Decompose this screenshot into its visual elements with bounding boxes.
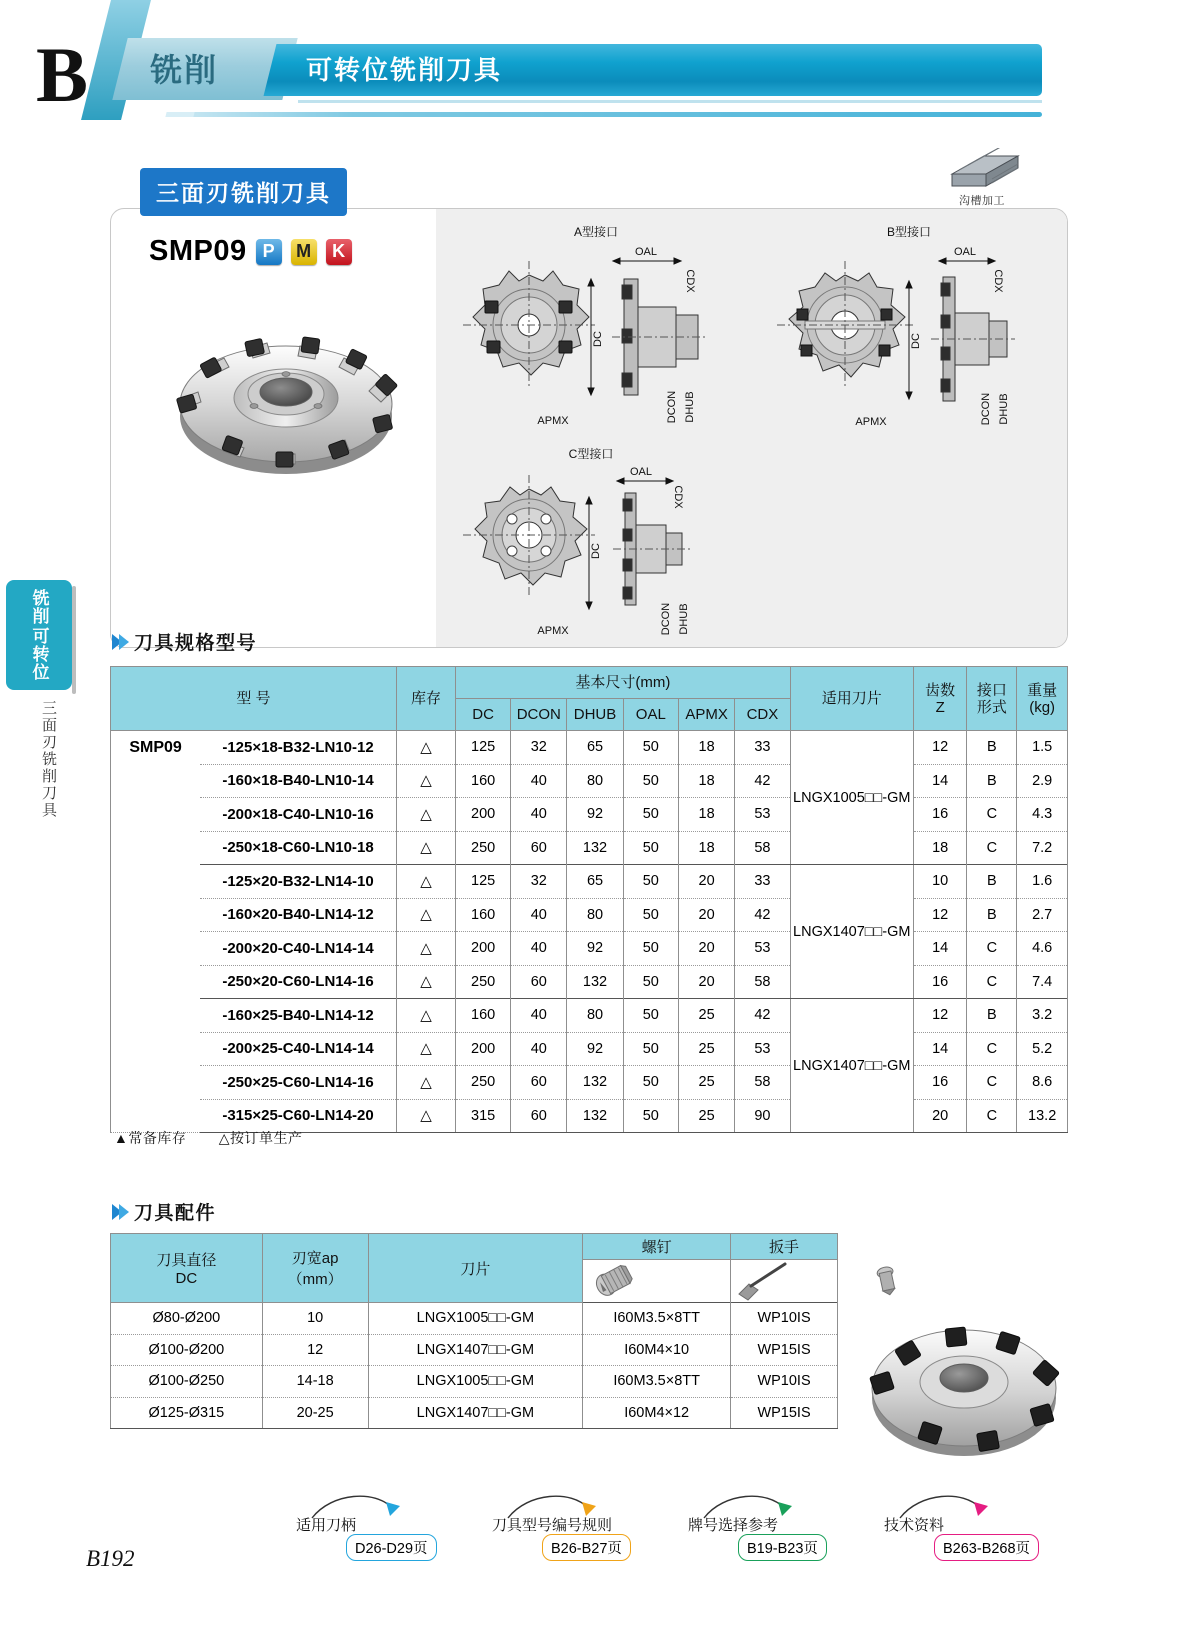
- spec-table: [110, 666, 1068, 1133]
- table-row: [111, 831, 1068, 865]
- product-photo: [161, 289, 411, 499]
- double-chevron-right-icon: [112, 634, 126, 650]
- cell-dc: 200: [456, 1032, 511, 1066]
- wrench-icon: [731, 1260, 793, 1302]
- th-acc-ap: [262, 1234, 368, 1303]
- footer-link[interactable]: [296, 1494, 481, 1556]
- cell-apmx: 20: [679, 965, 735, 999]
- table-row: [111, 1397, 838, 1429]
- table-row: [111, 1032, 1068, 1066]
- table-row: [111, 764, 1068, 798]
- th-dim-oal: OAL: [623, 699, 678, 731]
- diagram-a-label-dhub: DHUB: [684, 391, 696, 423]
- cell-dc: 250: [456, 1066, 511, 1100]
- cell-apmx: 20: [679, 932, 735, 966]
- cell-teeth: 12: [913, 731, 967, 765]
- header-underline-thin: [298, 100, 1042, 103]
- footer-link-label: 牌号选择参考: [688, 1517, 779, 1534]
- cell-apmx: 20: [679, 865, 735, 899]
- th-interface-line2: 形式: [976, 698, 1007, 716]
- screw-image-cell: [583, 1260, 731, 1303]
- diagram-a-type-interface: [441, 219, 751, 434]
- cell-interface: C: [967, 798, 1017, 832]
- th-acc-dc-line1: 刀具直径: [156, 1252, 217, 1269]
- accessories-section-title: 刀具配件: [134, 1203, 217, 1224]
- cell-dcon: 40: [511, 932, 567, 966]
- cell-model: -315×25-C60-LN14-20: [200, 1099, 396, 1133]
- cell-cdx: 33: [735, 731, 791, 765]
- side-tab-label-sub: 铣削: [29, 589, 49, 625]
- th-stock: 库存: [396, 667, 455, 731]
- cell-cdx: 42: [735, 898, 791, 932]
- cell-interface: C: [967, 1099, 1017, 1133]
- page-number: B192: [86, 1546, 135, 1571]
- accessories-header-row-1: [111, 1234, 838, 1260]
- cell-acc-insert: LNGX1005□□-GM: [368, 1366, 583, 1398]
- cell-dc: 250: [456, 965, 511, 999]
- cell-teeth: 12: [913, 898, 967, 932]
- stock-legend: [114, 1128, 331, 1148]
- cell-stock: △: [396, 1032, 455, 1066]
- spec-section-title: 刀具规格型号: [134, 633, 258, 654]
- cell-cdx: 58: [735, 1066, 791, 1100]
- cell-cdx: 42: [735, 764, 791, 798]
- diagram-c-title: C型接口: [568, 447, 614, 461]
- cell-model: -160×18-B40-LN10-14: [200, 764, 396, 798]
- cell-dcon: 60: [511, 831, 567, 865]
- cell-acc-screw: I60M4×10: [583, 1334, 731, 1366]
- diagram-c-label-dc: DC: [590, 543, 602, 559]
- cell-teeth: 12: [913, 999, 967, 1033]
- cell-apmx: 18: [679, 798, 735, 832]
- diagram-c-label-apmx: APMX: [537, 625, 569, 637]
- page-header: [0, 0, 1200, 140]
- legend-stocked: ▲常备库存: [114, 1130, 187, 1146]
- th-insert: 适用刀片: [790, 667, 913, 731]
- th-interface-line1: 接口: [976, 681, 1007, 699]
- cell-weight: 4.6: [1017, 932, 1068, 966]
- cell-acc-screw: I60M3.5×8TT: [583, 1366, 731, 1398]
- cell-dcon: 40: [511, 1032, 567, 1066]
- footer-link-page-badge[interactable]: B26-B27页: [542, 1534, 631, 1561]
- th-dim-cdx: CDX: [735, 699, 791, 731]
- th-weight-line1: 重量: [1027, 681, 1058, 699]
- header-section-letter: B: [36, 31, 89, 118]
- cell-weight: 5.2: [1017, 1032, 1068, 1066]
- footer-link-label: 刀具型号编号规则: [492, 1517, 613, 1534]
- footer-link-page-badge[interactable]: D26-D29页: [346, 1534, 437, 1561]
- product-name-row: [149, 235, 352, 268]
- diagram-a-label-oal: OAL: [634, 246, 658, 258]
- groove-icon: [938, 148, 1026, 190]
- diagram-b-label-dc: DC: [910, 333, 922, 349]
- cell-acc-wrench: WP10IS: [731, 1303, 838, 1335]
- th-model: 型 号: [111, 667, 397, 731]
- cell-dhub: 80: [567, 999, 623, 1033]
- spec-table-body: [111, 731, 1068, 1133]
- cell-teeth: 14: [913, 764, 967, 798]
- cell-teeth: 18: [913, 831, 967, 865]
- cell-dc: 160: [456, 999, 511, 1033]
- cell-cdx: 53: [735, 932, 791, 966]
- cell-interface: B: [967, 731, 1017, 765]
- table-row: [111, 999, 1068, 1033]
- th-acc-ap-line2: （mm）: [287, 1271, 343, 1288]
- cell-cdx: 42: [735, 999, 791, 1033]
- cell-acc-ap: 20-25: [262, 1397, 368, 1429]
- cell-oal: 50: [623, 831, 678, 865]
- cell-model: -250×25-C60-LN14-16: [200, 1066, 396, 1100]
- cell-acc-insert: LNGX1407□□-GM: [368, 1397, 583, 1429]
- product-badge-title: 三面刃铣削刀具: [140, 168, 347, 216]
- cell-teeth: 16: [913, 965, 967, 999]
- cell-acc-wrench: WP10IS: [731, 1366, 838, 1398]
- cell-oal: 50: [623, 1066, 678, 1100]
- cell-oal: 50: [623, 898, 678, 932]
- cell-oal: 50: [623, 999, 678, 1033]
- diagram-a-label-cdx: CDX: [684, 269, 696, 293]
- cell-model: -200×25-C40-LN14-14: [200, 1032, 396, 1066]
- cell-cdx: 58: [735, 965, 791, 999]
- cell-stock: △: [396, 764, 455, 798]
- spec-section-heading: [112, 628, 257, 655]
- cell-apmx: 25: [679, 1066, 735, 1100]
- diagram-c-label-dhub: DHUB: [678, 603, 690, 635]
- cell-weight: 1.6: [1017, 865, 1068, 899]
- cell-model: -125×18-B32-LN10-12: [200, 731, 396, 765]
- side-tab[interactable]: [6, 580, 72, 690]
- cell-apmx: 25: [679, 1099, 735, 1133]
- cell-interface: B: [967, 898, 1017, 932]
- cell-teeth: 10: [913, 865, 967, 899]
- cell-interface: B: [967, 764, 1017, 798]
- product-name: SMP09: [149, 235, 247, 267]
- table-row: [111, 1066, 1068, 1100]
- spec-header-row-1: [111, 667, 1068, 699]
- cell-weight: 3.2: [1017, 999, 1068, 1033]
- th-dim-dhub: DHUB: [567, 699, 623, 731]
- cell-acc-dc: Ø100-Ø200: [111, 1334, 263, 1366]
- footer-links: [296, 1494, 1076, 1556]
- iso-badge-k: K: [326, 239, 352, 265]
- side-tab-label-main: 可转位: [29, 627, 49, 681]
- spec-table-head: [111, 667, 1068, 731]
- cell-dc: 315: [456, 1099, 511, 1133]
- th-dim-dc: DC: [456, 699, 511, 731]
- cell-dhub: 132: [567, 1099, 623, 1133]
- cell-apmx: 20: [679, 898, 735, 932]
- cell-acc-screw: I60M4×12: [583, 1397, 731, 1429]
- diagram-c-label-cdx: CDX: [672, 485, 684, 509]
- diagram-c-label-oal: OAL: [629, 466, 653, 478]
- table-row: [111, 965, 1068, 999]
- diagram-a-label-dc: DC: [592, 331, 604, 347]
- footer-link-label: 技术资料: [884, 1517, 945, 1534]
- cell-acc-wrench: WP15IS: [731, 1334, 838, 1366]
- cell-acc-insert: LNGX1005□□-GM: [368, 1303, 583, 1335]
- cell-insert: LNGX1407□□-GM: [790, 999, 913, 1133]
- diagram-b-label-cdx: CDX: [992, 269, 1004, 293]
- cell-interface: C: [967, 965, 1017, 999]
- cell-stock: △: [396, 898, 455, 932]
- double-chevron-right-icon-2: [112, 1204, 126, 1220]
- footer-link[interactable]: [688, 1494, 873, 1556]
- cell-dhub: 92: [567, 798, 623, 832]
- cell-oal: 50: [623, 798, 678, 832]
- cell-dhub: 65: [567, 865, 623, 899]
- cell-weight: 1.5: [1017, 731, 1068, 765]
- cell-dhub: 80: [567, 764, 623, 798]
- cell-teeth: 16: [913, 798, 967, 832]
- table-row: [111, 865, 1068, 899]
- cell-dcon: 40: [511, 898, 567, 932]
- side-tab-subtitle: 三面刃铣削刀具: [40, 700, 57, 819]
- cell-interface: C: [967, 831, 1017, 865]
- cell-acc-ap: 12: [262, 1334, 368, 1366]
- accessories-section-heading: [112, 1198, 216, 1225]
- cell-weight: 2.7: [1017, 898, 1068, 932]
- cell-cdx: 53: [735, 798, 791, 832]
- cell-oal: 50: [623, 932, 678, 966]
- groove-icon-label: 沟槽加工: [959, 195, 1005, 207]
- cell-acc-dc: Ø80-Ø200: [111, 1303, 263, 1335]
- th-dim-dcon: DCON: [511, 699, 567, 731]
- cell-stock: △: [396, 1066, 455, 1100]
- cell-oal: 50: [623, 865, 678, 899]
- cell-dcon: 32: [511, 731, 567, 765]
- cell-dhub: 132: [567, 1066, 623, 1100]
- th-dim-apmx: APMX: [679, 699, 735, 731]
- cell-acc-dc: Ø125-Ø315: [111, 1397, 263, 1429]
- cell-dhub: 92: [567, 932, 623, 966]
- th-basic-dims: 基本尺寸(mm): [456, 667, 791, 699]
- cell-apmx: 18: [679, 731, 735, 765]
- diagram-a-label-dcon: DCON: [666, 390, 678, 424]
- cell-weight: 7.4: [1017, 965, 1068, 999]
- cell-dc: 160: [456, 898, 511, 932]
- footer-link-page-badge[interactable]: B263-B268页: [934, 1534, 1039, 1561]
- cell-dcon: 60: [511, 965, 567, 999]
- th-acc-wrench: 扳手: [731, 1234, 838, 1260]
- cell-dcon: 60: [511, 1066, 567, 1100]
- cell-oal: 50: [623, 1099, 678, 1133]
- cell-cdx: 90: [735, 1099, 791, 1133]
- cell-model: -160×25-B40-LN14-12: [200, 999, 396, 1033]
- cell-dcon: 32: [511, 865, 567, 899]
- cell-dc: 250: [456, 831, 511, 865]
- th-teeth-line1: 齿数: [925, 681, 956, 699]
- table-row: [111, 731, 1068, 765]
- cell-interface: C: [967, 932, 1017, 966]
- th-acc-dc: [111, 1234, 263, 1303]
- cell-apmx: 18: [679, 831, 735, 865]
- cell-weight: 13.2: [1017, 1099, 1068, 1133]
- cell-dhub: 65: [567, 731, 623, 765]
- cell-dcon: 60: [511, 1099, 567, 1133]
- side-tab-shadow: [72, 586, 76, 694]
- diagram-b-title: B型接口: [886, 225, 932, 239]
- side-tab-labels: [6, 580, 72, 690]
- cell-stock: △: [396, 798, 455, 832]
- product-panel: [110, 208, 1068, 648]
- iso-badge-m: M: [291, 239, 317, 265]
- cell-oal: 50: [623, 731, 678, 765]
- th-teeth: [913, 667, 967, 731]
- cell-teeth: 14: [913, 1032, 967, 1066]
- cell-apmx: 18: [679, 764, 735, 798]
- diagram-b-label-apmx: APMX: [855, 416, 887, 428]
- screw-icon: [583, 1260, 643, 1302]
- cell-dhub: 132: [567, 965, 623, 999]
- cell-oal: 50: [623, 965, 678, 999]
- accessories-table-body: [111, 1303, 838, 1429]
- cell-dhub: 132: [567, 831, 623, 865]
- diagram-b-type-interface: [759, 219, 1059, 434]
- cell-weight: 7.2: [1017, 831, 1068, 865]
- cell-model: -125×20-B32-LN14-10: [200, 865, 396, 899]
- th-acc-insert: 刀片: [368, 1234, 583, 1303]
- cell-interface: B: [967, 865, 1017, 899]
- cell-dcon: 40: [511, 764, 567, 798]
- cell-oal: 50: [623, 764, 678, 798]
- cell-stock: △: [396, 999, 455, 1033]
- cell-model: -250×18-C60-LN10-18: [200, 831, 396, 865]
- footer-link[interactable]: [492, 1494, 677, 1556]
- cell-acc-ap: 14-18: [262, 1366, 368, 1398]
- cell-interface: B: [967, 999, 1017, 1033]
- diagram-a-title: A型接口: [573, 225, 619, 239]
- header-title: 可转位铣削刀具: [306, 55, 503, 85]
- cell-acc-screw: I60M3.5×8TT: [583, 1303, 731, 1335]
- cell-apmx: 25: [679, 1032, 735, 1066]
- cell-dc: 160: [456, 764, 511, 798]
- accessories-photo: [852, 1262, 1072, 1462]
- cell-weight: 2.9: [1017, 764, 1068, 798]
- cell-stock: △: [396, 831, 455, 865]
- table-row: [111, 932, 1068, 966]
- cell-model: -250×20-C60-LN14-16: [200, 965, 396, 999]
- cell-acc-wrench: WP15IS: [731, 1397, 838, 1429]
- cell-cdx: 53: [735, 1032, 791, 1066]
- cell-stock: △: [396, 1099, 455, 1133]
- diagram-b-label-oal: OAL: [953, 246, 977, 258]
- cell-stock: △: [396, 865, 455, 899]
- th-acc-screw: 螺钉: [583, 1234, 731, 1260]
- cell-apmx: 25: [679, 999, 735, 1033]
- table-row: [111, 1334, 838, 1366]
- cell-stock: △: [396, 965, 455, 999]
- diagram-c-label-dcon: DCON: [660, 602, 672, 636]
- th-weight-line2: (kg): [1029, 698, 1056, 716]
- table-row: [111, 898, 1068, 932]
- footer-link[interactable]: [884, 1494, 1069, 1556]
- diagram-b-label-dhub: DHUB: [998, 393, 1010, 425]
- th-weight: [1017, 667, 1068, 731]
- cell-acc-dc: Ø100-Ø250: [111, 1366, 263, 1398]
- cell-model: -160×20-B40-LN14-12: [200, 898, 396, 932]
- cell-acc-insert: LNGX1407□□-GM: [368, 1334, 583, 1366]
- cell-teeth: 16: [913, 1066, 967, 1100]
- cell-model: -200×18-C40-LN10-16: [200, 798, 396, 832]
- cell-stock: △: [396, 731, 455, 765]
- cell-dc: 125: [456, 865, 511, 899]
- accessory-loose-screw: [876, 1266, 897, 1297]
- cell-cdx: 33: [735, 865, 791, 899]
- th-teeth-line2: Z: [935, 698, 945, 716]
- diagram-c-type-interface: [441, 441, 751, 641]
- cell-dc: 125: [456, 731, 511, 765]
- th-acc-ap-line1: 刃宽ap: [291, 1250, 339, 1267]
- accessories-table-head: [111, 1234, 838, 1303]
- legend-made-to-order: △按订单生产: [218, 1130, 303, 1146]
- diagram-a-label-apmx: APMX: [537, 415, 569, 427]
- header-title-bar: [288, 44, 1042, 96]
- cell-teeth: 14: [913, 932, 967, 966]
- cell-cdx: 58: [735, 831, 791, 865]
- cell-series: SMP09: [111, 731, 201, 1133]
- diagram-b-label-dcon: DCON: [980, 392, 992, 426]
- cell-dhub: 92: [567, 1032, 623, 1066]
- header-category-label: 铣削: [150, 52, 219, 88]
- cell-weight: 8.6: [1017, 1066, 1068, 1100]
- cell-stock: △: [396, 932, 455, 966]
- cell-acc-ap: 10: [262, 1303, 368, 1335]
- cell-interface: C: [967, 1066, 1017, 1100]
- table-row: [111, 1366, 838, 1398]
- table-row: [111, 1303, 838, 1335]
- iso-badge-p: P: [256, 239, 282, 265]
- accessories-table: [110, 1233, 838, 1429]
- th-interface: [967, 667, 1017, 731]
- cell-dc: 200: [456, 932, 511, 966]
- wrench-image-cell: [731, 1260, 838, 1303]
- groove-machining-icon-block: [938, 148, 1026, 208]
- cell-dhub: 80: [567, 898, 623, 932]
- cell-weight: 4.3: [1017, 798, 1068, 832]
- cell-oal: 50: [623, 1032, 678, 1066]
- cell-insert: LNGX1407□□-GM: [790, 865, 913, 999]
- cell-dcon: 40: [511, 798, 567, 832]
- footer-link-page-badge[interactable]: B19-B23页: [738, 1534, 827, 1561]
- th-acc-dc-line2: DC: [175, 1270, 198, 1287]
- cell-dcon: 40: [511, 999, 567, 1033]
- cell-insert: LNGX1005□□-GM: [790, 731, 913, 865]
- cell-dc: 200: [456, 798, 511, 832]
- cell-model: -200×20-C40-LN14-14: [200, 932, 396, 966]
- table-row: [111, 798, 1068, 832]
- header-underline-thick: [180, 112, 1042, 117]
- cell-teeth: 20: [913, 1099, 967, 1133]
- cell-interface: C: [967, 1032, 1017, 1066]
- footer-link-label: 适用刀柄: [296, 1517, 357, 1534]
